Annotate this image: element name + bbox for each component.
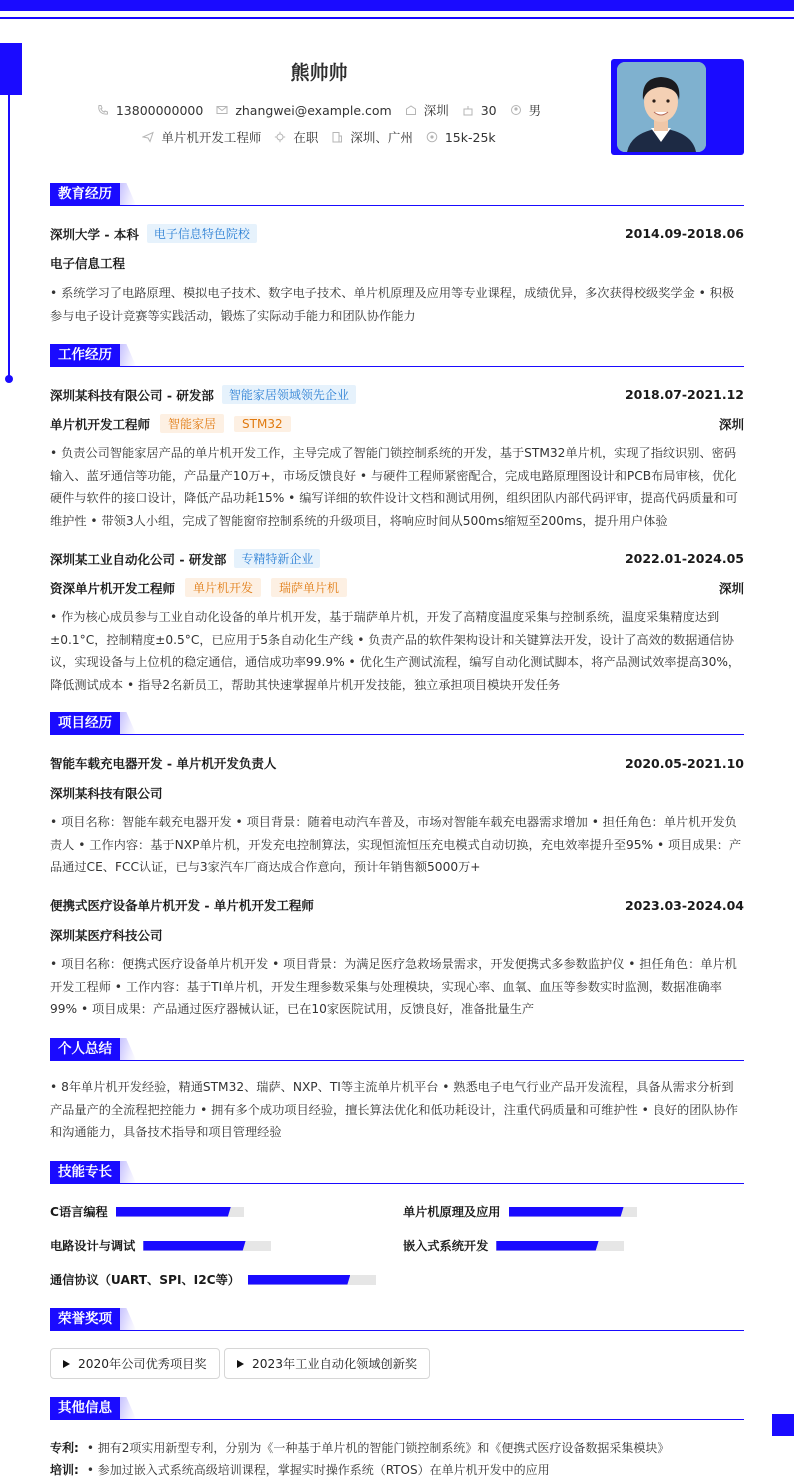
skill-bar-fill: [143, 1241, 245, 1251]
candidate-name: 熊帅帅: [290, 62, 348, 84]
project-2-desc: • 项目名称：便携式医疗设备单片机开发 • 项目背景：为满足医疗急救场景需求，开发便携式多参数监护仪 • 担任角色：单片机开发工程师 • 工作内容：基于TI单片机，开发生理参数采集与处理模块，实现心率、血氧、血压等参数实时监测，数据准确率99% • 项目成果：产品通过医疗器械认证，已在10家医院试用，反馈良好，准备批量生产: [50, 957, 737, 1016]
mail-icon: [216, 104, 228, 116]
section-slant: [120, 183, 136, 205]
skill-bar: [143, 1241, 271, 1251]
section-skills: [50, 1161, 744, 1185]
phone-item: [97, 103, 203, 118]
section-title: 项目经历: [50, 712, 120, 734]
job-tag: 瑞萨单片机: [271, 578, 347, 597]
gender-text: 男: [528, 103, 542, 118]
gender-icon: [510, 104, 522, 116]
status-item: [274, 128, 318, 146]
top-accent-bar: [0, 0, 794, 11]
section-slant: [120, 1161, 136, 1183]
skill-name: 电路设计与调试: [50, 1239, 136, 1253]
section-slant: [120, 1308, 136, 1330]
section-projects: [50, 712, 744, 736]
age-item: [462, 103, 497, 118]
education-major-row: [50, 254, 744, 272]
company-name: 深圳某工业自动化公司 - 研发部: [50, 551, 227, 567]
job-title: 单片机开发工程师: [50, 416, 151, 432]
work-1-desc: • 负责公司智能家居产品的单片机开发工作，主导完成了智能门锁控制系统的开发，基于STM32单片机，实现了指纹识别、密码输入、蓝牙通信等功能，产品量产10万+，市场反馈良好 • 与硬件工程师紧密配合，完成电路原理图设计和PCB布局审核，优化硬件与软件的接口设计，降低产品功耗15% • 编写详细的软件设计文档和测试用例，组织团队内部代码评审，提高代码质量和可维护性 • 带领3人小组，完成了智能窗帘控制系统的升级项目，将响应时间从500ms缩短至200ms，提升用户体验: [50, 446, 738, 528]
other-key: 专利:: [50, 1441, 79, 1455]
status-text: 在职: [293, 130, 319, 145]
section-title: 教育经历: [50, 183, 120, 205]
phone-icon: [97, 104, 109, 116]
major: 电子信息工程: [50, 256, 126, 271]
work-date: 2022.01-2024.05: [624, 551, 744, 566]
section-slant: [120, 712, 136, 734]
job-target-item: [142, 128, 261, 146]
project-name: 便携式医疗设备单片机开发 - 单片机开发工程师: [50, 898, 314, 913]
skill-item: [50, 1271, 376, 1288]
age-text: 30: [480, 102, 497, 118]
education-header: [50, 224, 744, 243]
work-1-title-row: [50, 414, 744, 433]
section-rule: [50, 734, 744, 735]
section-work: [50, 344, 744, 368]
job-target-text: 单片机开发工程师: [161, 130, 262, 145]
project-1-desc: • 项目名称：智能车载充电器开发 • 项目背景：随着电动汽车普及，市场对智能车载充电器需求增加 • 担任角色：单片机开发负责人 • 工作内容：基于NXP单片机，开发充电控制算法，实现恒流恒压充电模式自动切换，充电效率提升至95% • 项目成果：产品通过CE、FCC认证，已与3家汽车厂商达成合作意向，预计年销售额5000万+: [50, 815, 742, 874]
gender-item: [510, 101, 542, 119]
school-badge: 电子信息特色院校: [147, 224, 257, 243]
award-label: 2020年公司优秀项目奖: [78, 1357, 207, 1371]
project-2-header: [50, 896, 744, 914]
other-item-patent: [50, 1439, 744, 1456]
skill-item: [50, 1237, 271, 1254]
project-company: 深圳某科技有限公司: [50, 786, 163, 801]
award-item[interactable]: [50, 1348, 220, 1379]
job-location: 深圳: [718, 580, 744, 596]
work-2-desc: • 作为核心成员参与工业自动化设备的单片机开发，基于瑞萨单片机，开发了高精度温度采集与控制系统，温度采集精度达到±0.1°C，控制精度±0.5°C，已应用于5条自动化生产线 • 负责产品的软件架构设计和关键算法开发，设计了高效的数据通信协议，实现设备与上位机的稳定通信，通信成功率99.9% • 优化生产测试流程，编写自动化测试脚本，将产品测试效率提高30%，降低测试成本 • 指导2名新员工，帮助其快速掌握单片机开发技能，独立承担项目模块开发任务: [50, 610, 741, 692]
phone-text: 13800000000: [115, 102, 204, 118]
section-summary: [50, 1038, 744, 1062]
avatar: [617, 62, 706, 152]
job-location: 深圳: [718, 416, 744, 432]
skill-bar: [248, 1275, 376, 1285]
company-name: 深圳某科技有限公司 - 研发部: [50, 387, 214, 403]
work-1-header: [50, 385, 744, 404]
project-1-company-row: [50, 784, 744, 802]
section-title: 荣誉奖项: [50, 1308, 120, 1330]
skill-bar: [116, 1207, 244, 1217]
email-item: [216, 103, 391, 118]
project-date: 2023.03-2024.04: [624, 897, 744, 913]
send-icon: [142, 131, 154, 143]
skill-name: 通信协议（UART、SPI、I2C等）: [50, 1273, 240, 1287]
section-rule: [50, 366, 744, 367]
skill-name: 单片机原理及应用: [403, 1205, 501, 1219]
right-accent-tab: [772, 1414, 794, 1436]
company-badge: 智能家居领域领先企业: [222, 385, 356, 404]
work-date: 2018.07-2021.12: [624, 387, 744, 402]
city-item: [405, 101, 449, 119]
email-text: zhangwei@example.com: [235, 102, 392, 118]
section-title: 工作经历: [50, 344, 120, 366]
city-text: 深圳: [423, 103, 449, 118]
section-education: [50, 183, 744, 207]
award-item[interactable]: [224, 1348, 430, 1379]
section-slant: [120, 1038, 136, 1060]
job-title: 资深单片机开发工程师: [50, 580, 176, 596]
skill-name: 嵌入式系统开发: [403, 1239, 489, 1253]
section-awards: [50, 1308, 744, 1332]
section-rule: [50, 1060, 744, 1061]
section-title: 技能专长: [50, 1161, 120, 1183]
job-tag: 智能家居: [160, 414, 224, 433]
other-key: 培训:: [50, 1463, 79, 1477]
salary-item: [426, 130, 496, 145]
project-company: 深圳某医疗科技公司: [50, 928, 163, 943]
skill-bar: [496, 1241, 624, 1251]
company-badge: 专精特新企业: [234, 549, 320, 568]
location-icon: [405, 104, 417, 116]
job-intention-row: [0, 128, 638, 146]
money-icon: [426, 131, 438, 143]
work-2-header: [50, 549, 744, 568]
summary-text: • 8年单片机开发经验，精通STM32、瑞萨、NXP、TI等主流单片机平台 • 熟悉电子电气行业产品开发流程，具备从需求分析到产品量产的全流程把控能力 • 拥有多个成功项目经验，擅长算法优化和低功耗设计，注重代码质量和可维护性 • 良好的团队协作和沟通能力，具备技术指导和项目管理经验: [50, 1080, 738, 1139]
top-accent-line: [0, 17, 794, 19]
skill-name: C语言编程: [50, 1205, 108, 1219]
other-value: • 参加过嵌入式系统高级培训课程，掌握实时操作系统（RTOS）在单片机开发中的应用: [86, 1463, 550, 1477]
project-date: 2020.05-2021.10: [624, 755, 744, 771]
section-slant: [120, 1397, 136, 1419]
skill-bar-fill: [496, 1241, 598, 1251]
left-timeline-dot: [5, 375, 13, 383]
other-value: • 拥有2项实用新型专利，分别为《一种基于单片机的智能门锁控制系统》和《便携式医疗设备数据采集模块》: [86, 1441, 670, 1455]
play-triangle-icon: [63, 1360, 70, 1368]
education-date: 2014.09-2018.06: [624, 226, 744, 241]
job-tag: 单片机开发: [185, 578, 261, 597]
skill-bar-fill: [509, 1207, 624, 1217]
avatar-portrait: [617, 62, 706, 152]
job-tag: STM32: [234, 416, 291, 432]
section-rule: [50, 1419, 744, 1420]
section-rule: [50, 205, 744, 206]
section-rule: [50, 1183, 744, 1184]
play-triangle-icon: [237, 1360, 244, 1368]
contact-row: [0, 101, 638, 119]
building-icon: [331, 131, 343, 143]
education-desc: • 系统学习了电路原理、模拟电子技术、数字电子技术、单片机原理及应用等专业课程，成绩优异，多次获得校级奖学金 • 积极参与电子设计竞赛等实践活动，锻炼了实际动手能力和团队协作能力: [50, 286, 735, 323]
skill-bar-fill: [116, 1207, 231, 1217]
section-slant: [120, 344, 136, 366]
other-item-training: [50, 1461, 744, 1478]
project-name: 智能车载充电器开发 - 单片机开发负责人: [50, 756, 277, 771]
school-name: 深圳大学 - 本科: [50, 226, 139, 242]
project-1-header: [50, 754, 744, 772]
award-label: 2023年工业自动化领域创新奖: [252, 1357, 418, 1371]
project-2-company-row: [50, 926, 744, 944]
skill-item: [50, 1203, 244, 1220]
skill-bar-fill: [248, 1275, 350, 1285]
section-rule: [50, 1330, 744, 1331]
age-icon: [462, 104, 474, 116]
expected-city-item: [331, 128, 413, 146]
expected-city-text: 深圳、广州: [350, 130, 413, 145]
skill-bar: [509, 1207, 637, 1217]
section-title: 个人总结: [50, 1038, 120, 1060]
salary-text: 15k-25k: [444, 129, 496, 145]
work-2-title-row: [50, 578, 744, 597]
skill-item: [403, 1237, 624, 1254]
section-other: [50, 1397, 744, 1421]
section-title: 其他信息: [50, 1397, 120, 1419]
status-icon: [274, 131, 286, 143]
skill-item: [403, 1203, 637, 1220]
